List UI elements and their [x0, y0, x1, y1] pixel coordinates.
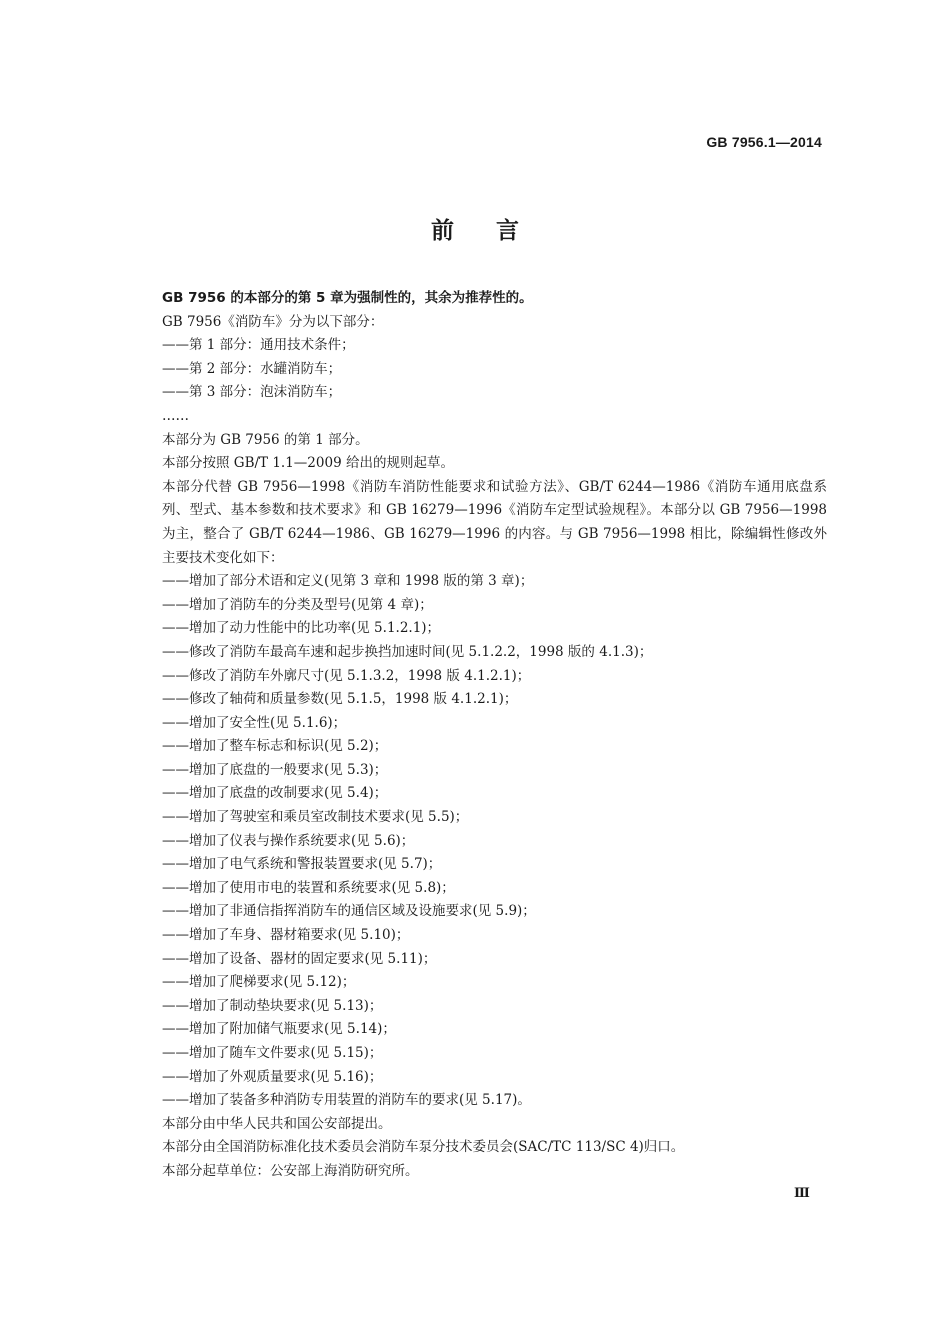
change-item: ——修改了轴荷和质量参数(见 5.1.5，1998 版 4.1.2.1)； — [162, 691, 518, 708]
change-item: ——修改了消防车最高车速和起步换挡加速时间(见 5.1.2.2，1998 版的 4.1.3)； — [162, 643, 653, 660]
change-item: ——增加了消防车的分类及型号(见第 4 章)； — [162, 596, 433, 613]
change-item: ——增加了装备多种消防专用装置的消防车的要求(见 5.17)。 — [162, 1092, 531, 1109]
drafting-unit-statement: 本部分起草单位：公安部上海消防研究所。 — [162, 1162, 419, 1179]
change-item: ——增加了非通信指挥消防车的通信区域及设施要求(见 5.9)； — [162, 903, 536, 920]
change-item: ——增加了随车文件要求(见 5.15)； — [162, 1045, 383, 1061]
this-part-statement: 本部分为 GB 7956 的第 1 部分。 — [162, 431, 369, 448]
mandatory-statement: GB 7956 的本部分的第 5 章为强制性的，其余为推荐性的。 — [162, 290, 533, 306]
part-list-item: ——第 1 部分：通用技术条件； — [162, 337, 355, 354]
change-item: ——增加了安全性(见 5.1.6)； — [162, 714, 347, 731]
change-item: ——增加了制动垫块要求(见 5.13)； — [162, 997, 383, 1014]
standard-number: GB 7956.1—2014 — [706, 134, 822, 150]
proposed-by-statement: 本部分由中华人民共和国公安部提出。 — [162, 1115, 392, 1132]
change-item: ——增加了使用市电的装置和系统要求(见 5.8)； — [162, 879, 455, 896]
change-item: ——增加了驾驶室和乘员室改制技术要求(见 5.5)； — [162, 809, 469, 826]
change-item: ——增加了电气系统和警报装置要求(见 5.7)； — [162, 856, 442, 873]
change-item: ——增加了动力性能中的比功率(见 5.1.2.1)； — [162, 620, 441, 637]
parts-intro: GB 7956《消防车》分为以下部分： — [162, 313, 384, 330]
replacement-paragraph: 本部分代替 GB 7956—1998《消防车消防性能要求和试验方法》、GB/T 6244—1986《消防车通用底盘系列、型式、基本参数和技术要求》和 GB 16279—1996《消防车定型试验规程》。本部分以 GB 7956—1998 为主，整合了 GB/T 6244—1986、GB 16279—1996 的内容。与 GB 7956—1998 相比，除编辑性修改外主要技术变化如下： — [162, 478, 827, 566]
part-list-item: ——第 2 部分：水罐消防车； — [162, 360, 342, 377]
change-item: ——增加了底盘的一般要求(见 5.3)； — [162, 761, 388, 778]
change-item: ——增加了车身、器材箱要求(见 5.10)； — [162, 927, 410, 944]
change-item: ——增加了附加储气瓶要求(见 5.14)； — [162, 1021, 396, 1038]
change-item: ——增加了爬梯要求(见 5.12)； — [162, 974, 356, 991]
document-body — [162, 287, 827, 1184]
part-list-item: ——第 3 部分：泡沫消防车； — [162, 384, 342, 401]
change-item: ——增加了外观质量要求(见 5.16)； — [162, 1068, 383, 1085]
change-item: ——修改了消防车外廓尺寸(见 5.1.3.2，1998 版 4.1.2.1)； — [162, 667, 531, 684]
managed-by-statement: 本部分由全国消防标准化技术委员会消防车泵分技术委员会(SAC/TC 113/SC 4)归口。 — [162, 1139, 685, 1156]
change-item: ——增加了设备、器材的固定要求(见 5.11)； — [162, 950, 437, 967]
page-number: Ⅲ — [794, 1186, 810, 1201]
change-item: ——增加了底盘的改制要求(见 5.4)； — [162, 785, 388, 802]
drafting-rules-statement: 本部分按照 GB/T 1.1—2009 给出的规则起草。 — [162, 455, 454, 472]
change-item: ——增加了部分术语和定义(见第 3 章和 1998 版的第 3 章)； — [162, 573, 534, 590]
change-item: ——增加了整车标志和标识(见 5.2)； — [162, 738, 388, 755]
change-item: ——增加了仪表与操作系统要求(见 5.6)； — [162, 832, 415, 849]
ellipsis: …… — [162, 407, 189, 424]
page-title: 前言 — [431, 218, 561, 244]
